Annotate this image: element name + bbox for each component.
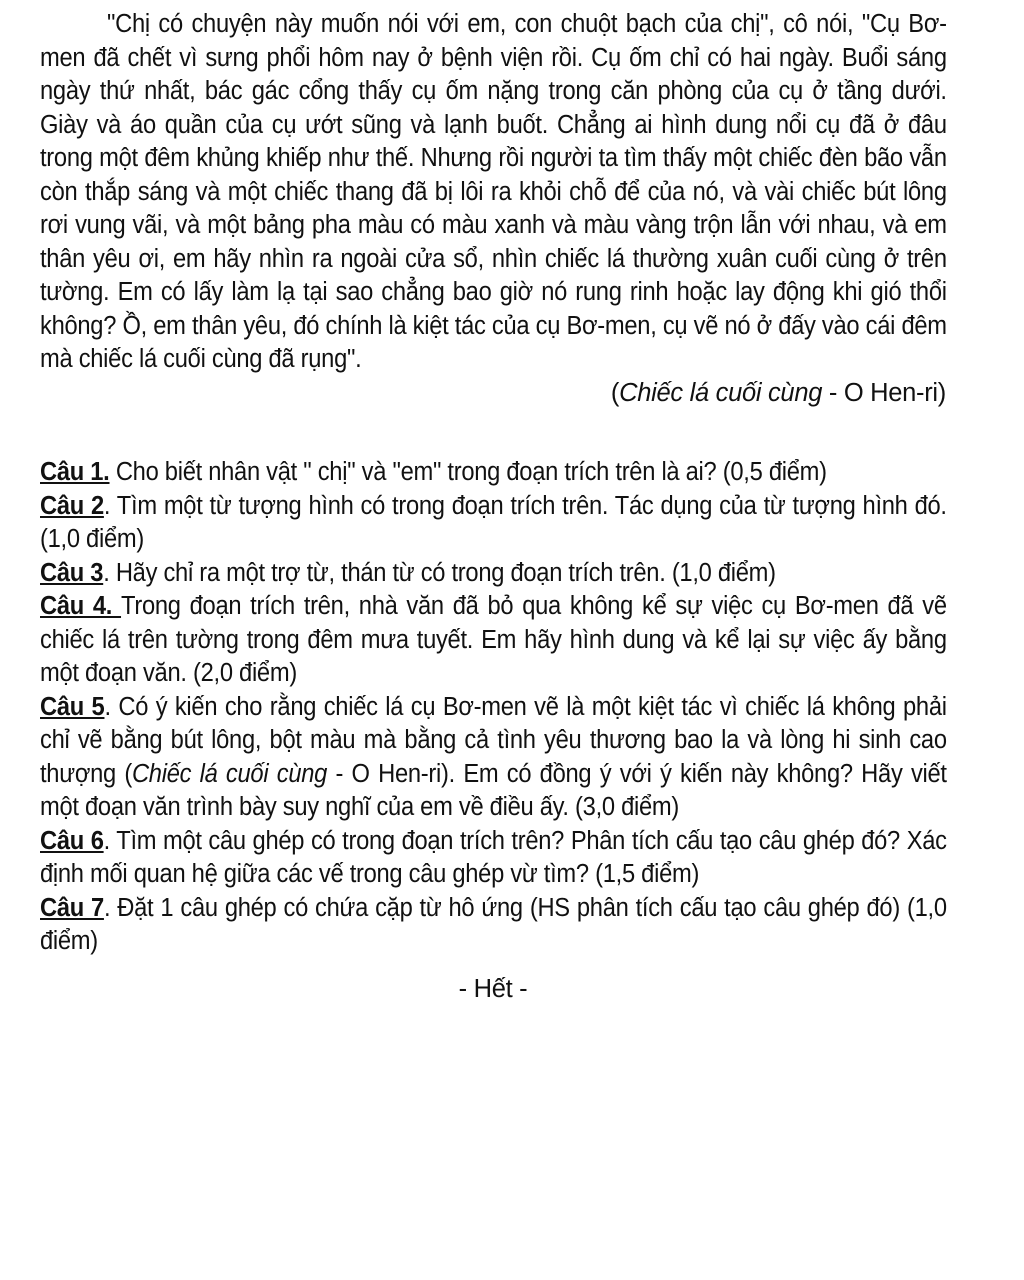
question-5-text-before: . Có ý kiến cho rằng chiếc lá cụ Bơ-men vẽ là một kiệt tác vì chiếc lá không phải chỉ vẽ bằng bút lông, bột màu mà bằng cả tình yêu thương bao la và lòng hi sinh cao thượng (: [40, 692, 947, 788]
question-7: [40, 892, 947, 959]
question-2-label: Câu 2: [40, 491, 104, 520]
question-3-text: . Hãy chỉ ra một trợ từ, thán từ có trong đoạn trích trên. (1,0 điểm): [103, 558, 776, 587]
question-2-text: . Tìm một từ tượng hình có trong đoạn trích trên. Tác dụng của từ tượng hình đó.(1,0 điểm): [40, 491, 947, 553]
question-1-label: Câu 1.: [40, 458, 110, 486]
question-6-text: . Tìm một câu ghép có trong đoạn trích trên? Phân tích cấu tạo câu ghép đó? Xác định mối quan hệ giữa các vế trong câu ghép vừ tìm? (1,5 điểm): [40, 826, 947, 888]
citation-title: Chiếc lá cuối cùng: [619, 378, 823, 407]
question-5-text-after: - O Hen-ri). Em có đồng ý với ý kiến này không? Hãy viết một đoạn văn trình bày suy nghĩ của em về điều ấy. (3,0 điểm): [40, 759, 947, 821]
citation-open: (: [610, 378, 620, 407]
question-2: [40, 490, 947, 557]
question-5: [40, 691, 947, 825]
question-7-text: . Đặt 1 câu ghép có chứa cặp từ hô ứng (HS phân tích cấu tạo câu ghép đó) (1,0 điểm): [40, 893, 947, 955]
question-1: [40, 456, 947, 490]
question-list: [40, 456, 946, 959]
question-4-text: Trong đoạn trích trên, nhà văn đã bỏ qua không kể sự việc cụ Bơ-men đã vẽ chiếc lá trên tường trong đêm mưa tuyết. Em hãy hình dung và kể lại sự việc ấy bằng một đoạn văn. (2,0 điểm): [40, 592, 947, 687]
passage-paragraph: "Chị có chuyện này muốn nói với em, con chuột bạch của chị", cô nói, "Cụ Bơ-men đã chết vì sưng phổi hôm nay ở bệnh viện rồi. Cụ ốm chỉ có hai ngày. Buổi sáng ngày thứ nhất, bác gác cổng thấy cụ ốm nặng trong căn phòng của cụ ở tầng dưới. Giày và áo quần của cụ ướt sũng và lạnh buốt. Chẳng ai hình dung nổi cụ đã ở đâu trong một đêm khủng khiếp như thế. Nhưng rồi người ta tìm thấy một chiếc đèn bão vẫn còn thắp sáng và một chiếc thang đã bị lôi ra khỏi chỗ để của nó, và vài chiếc bút lông rơi vung vãi, và một bảng pha màu có màu xanh và màu vàng trộn lẫn với nhau, và em thân yêu ơi, em hãy nhìn ra ngoài cửa sổ, nhìn chiếc lá thường xuân cuối cùng ở trên tường. Em có lấy làm lạ tại sao chẳng bao giờ nó rung rinh hoặc lay động khi gió thổi không? Ồ, em thân yêu, đó chính là kiệt tác của cụ Bơ-men, cụ vẽ nó ở đấy vào cái đêm mà chiếc lá cuối cùng đã rụng".: [40, 10, 947, 373]
question-3-label: Câu 3: [40, 558, 104, 587]
question-5-label: Câu 5: [40, 692, 105, 721]
question-7-label: Câu 7: [40, 893, 104, 922]
question-6: [40, 825, 947, 892]
passage-citation: [40, 377, 946, 411]
question-6-label: Câu 6: [40, 826, 104, 855]
citation-author: - O Hen-ri): [822, 378, 946, 407]
end-marker: - Hết -: [458, 974, 528, 1003]
question-3: [40, 557, 947, 591]
question-4: [40, 590, 947, 691]
question-5-text-italic: Chiếc lá cuối cùng: [131, 759, 328, 788]
question-4-label: Câu 4.: [40, 592, 122, 620]
question-1-text: Cho biết nhân vật " chị" và "em" trong đoạn trích trên là ai? (0,5 điểm): [109, 458, 827, 486]
